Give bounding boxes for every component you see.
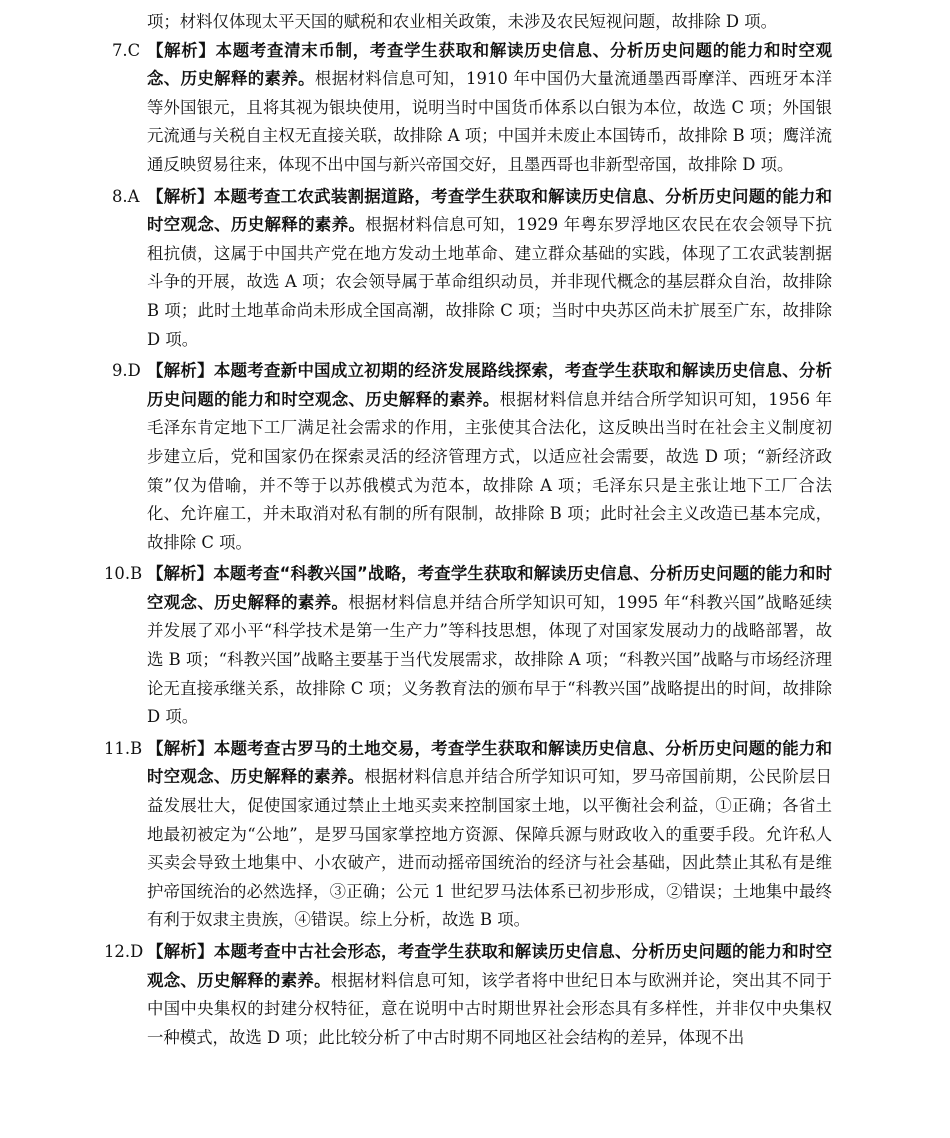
analysis-tag: 【解析】	[147, 942, 214, 961]
analysis-tag: 【解析】	[147, 738, 214, 758]
analysis-tag: 【解析】	[147, 361, 214, 381]
lead-sentence: 本题考查工农武装割据道路，考查学生获取和解读历史信息、分析历史问题的能力和时空观念、历史解释的素养。	[147, 186, 833, 235]
answer-letter: C	[127, 40, 141, 60]
analysis-tag: 【解析】	[147, 40, 216, 60]
lead-sentence: 本题考查“科教兴国”战略，考查学生获取和解读历史信息、分析历史问题的能力和时空观念、历史解释的素养。	[147, 564, 832, 612]
answer-letter: A	[127, 186, 140, 206]
explanation-text: 根据材料信息并结合所学知识可知，罗马帝国前期，公民阶层日益发展壮大，促使国家通过禁止土地买卖来控制国家土地，以平衡社会利益，①正确；各省土地最初被定为“公地”，是罗马国家掌控地方资源、保障兵源与财政收入的重要手段。允许私人买卖会导致土地集中、小农破产，进而动摇帝国统治的经济与社会基础，因此禁止其私有是维护帝国统治的必然选择，③正确；公元 1 世纪罗马法体系已初步形成，②错误；土地集中最终有利于奴隶主贵族，④错误。综上分析，故选 B 项。	[147, 767, 833, 930]
analysis-tag: 【解析】	[147, 186, 214, 206]
analysis-tag: 【解析】	[147, 564, 214, 584]
carryover-paragraph: 项；材料仅体现太平天国的赋税和农业相关政策，未涉及农民短视问题，故排除 D 项。	[147, 12, 778, 31]
lead-sentence: 本题考查新中国成立初期的经济发展路线探索，考查学生获取和解读历史信息、分析历史问题的能力和时空观念、历史解释的素养。	[147, 361, 833, 409]
question-number: 12.D	[104, 938, 157, 967]
answer-letter: B	[130, 738, 143, 758]
question-9-explanation	[112, 357, 833, 557]
explanation-text: 根据材料信息可知，该学者将中世纪日本与欧洲并论，突出其不同于中国中央集权的封建分权特征，意在说明中古时期世界社会形态具有多样性，并非仅中央集权一种模式，故选 D 项；此比较分析了中古时期不同地区社会结构的差异，体现不出	[147, 970, 833, 1047]
explanation-text: 根据材料信息并结合所学知识可知，1995 年“科教兴国”战略延续并发展了邓小平“科学技术是第一生产力”等科技思想，体现了对国家发展动力的战略部署，故选 B 项；“科教兴国”战略主要基于当代发展需求，故排除 A 项；“科教兴国”战略与市场经济理论无直接承继关系，故排除 C 项；义务教育法的颁布早于“科教兴国”战略提出的时间，故排除 D 项。	[147, 592, 832, 727]
question-12-explanation	[104, 938, 833, 1052]
lead-sentence: 本题考查清末币制，考查学生获取和解读历史信息、分析历史问题的能力和时空观念、历史解释的素养。	[147, 40, 833, 89]
explanation-text: 根据材料信息可知，1929 年粤东罗浮地区农民在农会领导下抗租抗债，这属于中国共产党在地方发动土地革命、建立群众基础的实践，体现了工农武装割据斗争的开展，故选 A 项；农会领导属于革命组织动员，并非现代概念的基层群众自治，故排除 B 项；此时土地革命尚未形成全国高潮，故排除 C 项；当时中央苏区尚未扩展至广东，故排除 D 项。	[147, 215, 833, 349]
explanation-text: 根据材料信息可知，1910 年中国仍大量流通墨西哥摩洋、西班牙本洋等外国银元，且将其视为银块使用，说明当时中国货币体系以白银为本位，故选 C 项；外国银元流通与关税自主权无直接关联，故排除 A 项；中国并未废止本国铸币，故排除 B 项；鹰洋流通反映贸易往来，体现不出中国与新兴帝国交好，且墨西哥也非新型帝国，故排除 D 项。	[147, 69, 833, 174]
answer-letter: B	[130, 564, 143, 584]
question-11-explanation	[104, 735, 833, 935]
question-7-explanation	[112, 37, 833, 180]
question-number: 10.B	[104, 560, 156, 589]
question-number: 8.A	[112, 183, 153, 212]
question-number: 9.D	[112, 357, 155, 386]
question-number: 7.C	[112, 37, 154, 66]
question-number: 11.B	[104, 735, 156, 764]
lead-sentence: 本题考查中古社会形态，考查学生获取和解读历史信息、分析历史问题的能力和时空观念、历史解释的素养。	[147, 942, 833, 990]
answer-letter: D	[127, 361, 141, 381]
question-8-explanation	[112, 183, 833, 355]
answer-letter: D	[130, 942, 144, 961]
explanation-text: 根据材料信息并结合所学知识可知，1956 年毛泽东肯定地下工厂满足社会需求的作用，主张使其合法化，这反映出当时在社会主义制度初步建立后，党和国家仍在探索灵活的经济管理方式，以适应社会需要，故选 D 项；“新经济政策”仅为借喻，并不等于以苏俄模式为范本，故排除 A 项；毛泽东只是主张让地下工厂合法化、允许雇工，并未取消对私有制的所有限制，故排除 B 项；此时社会主义改造已基本完成，故排除 C 项。	[147, 389, 832, 552]
lead-sentence: 本题考查古罗马的土地交易，考查学生获取和解读历史信息、分析历史问题的能力和时空观念、历史解释的素养。	[147, 738, 833, 787]
question-10-explanation	[104, 560, 832, 732]
